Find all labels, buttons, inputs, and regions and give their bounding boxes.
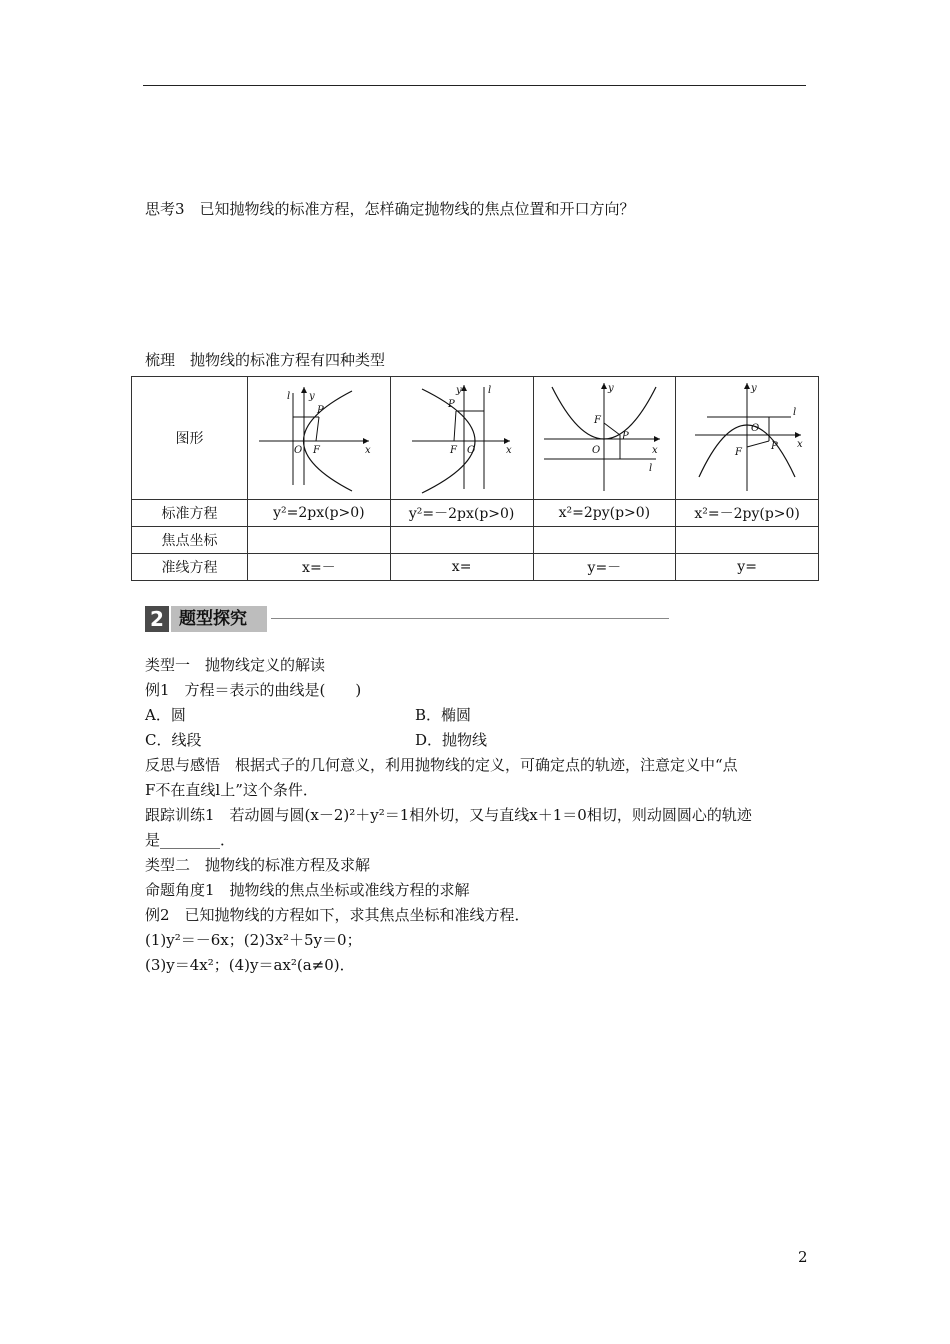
svg-text:l: l (286, 391, 291, 402)
svg-text:P: P (771, 441, 778, 452)
row-header-directrix: 准线方程 (132, 554, 248, 581)
option-d: D．抛物线 (415, 731, 488, 749)
svg-text:y: y (308, 391, 315, 402)
option-a: A．圆 (145, 706, 186, 724)
practice-1-line-1: 跟踪训练1 若动圆与圆(x－2)²＋y²＝1相外切，又与直线x＋1＝0相切，则动圆圆心的轨迹 (145, 806, 752, 824)
example-2: 例2 已知抛物线的方程如下，求其焦点坐标和准线方程． (145, 906, 530, 924)
directrix-cell: y= (676, 554, 819, 581)
svg-text:O: O (466, 445, 475, 456)
directrix-cell: x= (390, 554, 533, 581)
example-2-parts-1: (1)y²＝－6x；(2)3x²＋5y＝0； (145, 931, 362, 949)
parabola-standard-table (131, 376, 819, 581)
svg-text:y: y (455, 385, 462, 396)
type1-heading: 类型一 抛物线定义的解读 (145, 656, 326, 674)
svg-text:P: P (316, 405, 324, 416)
row-header-equation: 标准方程 (132, 500, 248, 527)
summary-heading: 梳理 抛物线的标准方程有四种类型 (145, 351, 386, 369)
svg-text:O: O (293, 445, 303, 456)
row-header-figure: 图形 (132, 377, 248, 500)
focus-cell (533, 527, 676, 554)
svg-text:F: F (735, 447, 743, 458)
reflection-line-1: 反思与感悟 根据式子的几何意义，利用抛物线的定义，可确定点的轨迹，注意定义中“点 (145, 756, 738, 774)
type2-heading: 类型二 抛物线的标准方程及求解 (145, 856, 371, 874)
option-b: B．椭圆 (415, 706, 472, 724)
angle-1-heading: 命题角度1 抛物线的焦点坐标或准线方程的求解 (145, 881, 470, 899)
graph-down-opening (676, 377, 819, 500)
option-c: C．线段 (145, 731, 202, 749)
svg-text:P: P (622, 431, 630, 442)
graph-right-opening (248, 377, 391, 500)
example-1: 例1 方程＝表示的曲线是( ) (145, 681, 362, 699)
equation-cell: y²=2px(p>0) (248, 500, 391, 527)
svg-text:l: l (487, 385, 491, 396)
svg-text:x: x (505, 445, 512, 456)
focus-cell (676, 527, 819, 554)
equation-cell: x²=－2py(p>0) (676, 500, 819, 527)
header-rule (143, 85, 806, 86)
svg-text:y: y (751, 383, 757, 394)
svg-text:l: l (793, 407, 797, 418)
example-2-parts-2: (3)y＝4x²；(4)y＝ax²(a≠0)． (145, 956, 355, 974)
svg-text:l: l (649, 463, 653, 474)
graph-up-opening (533, 377, 676, 500)
directrix-cell: x=－ (248, 554, 391, 581)
svg-text:x: x (652, 445, 659, 456)
parabola-graph-2 (392, 377, 532, 495)
table-row (132, 554, 819, 581)
focus-cell (248, 527, 391, 554)
parabola-graph-1 (249, 377, 389, 495)
section-number: 2 (145, 606, 169, 632)
reflection-line-2: F不在直线l上”这个条件． (145, 781, 318, 799)
svg-text:F: F (312, 445, 320, 456)
graph-left-opening (390, 377, 533, 500)
parabola-graph-3 (534, 377, 674, 495)
parabola-graph-4 (677, 377, 817, 495)
row-header-focus: 焦点坐标 (132, 527, 248, 554)
section-title: 题型探究 (179, 609, 247, 629)
svg-text:x: x (364, 445, 371, 456)
section-rule (271, 618, 669, 619)
directrix-cell: y=－ (533, 554, 676, 581)
table-row (132, 500, 819, 527)
equation-cell: x²=2py(p>0) (533, 500, 676, 527)
svg-text:P: P (447, 399, 455, 410)
page-number: 2 (798, 1248, 808, 1266)
focus-cell (390, 527, 533, 554)
table-row (132, 527, 819, 554)
svg-text:y: y (608, 383, 615, 394)
svg-text:x: x (797, 439, 803, 450)
practice-1-line-2: 是________． (145, 831, 236, 849)
table-row (132, 377, 819, 500)
think-question-3: 思考3 已知抛物线的标准方程，怎样确定抛物线的焦点位置和开口方向？ (145, 200, 635, 218)
svg-text:F: F (449, 445, 457, 456)
equation-cell: y²=－2px(p>0) (390, 500, 533, 527)
svg-text:O: O (751, 423, 760, 434)
svg-text:O: O (592, 445, 601, 456)
svg-text:F: F (594, 415, 602, 426)
